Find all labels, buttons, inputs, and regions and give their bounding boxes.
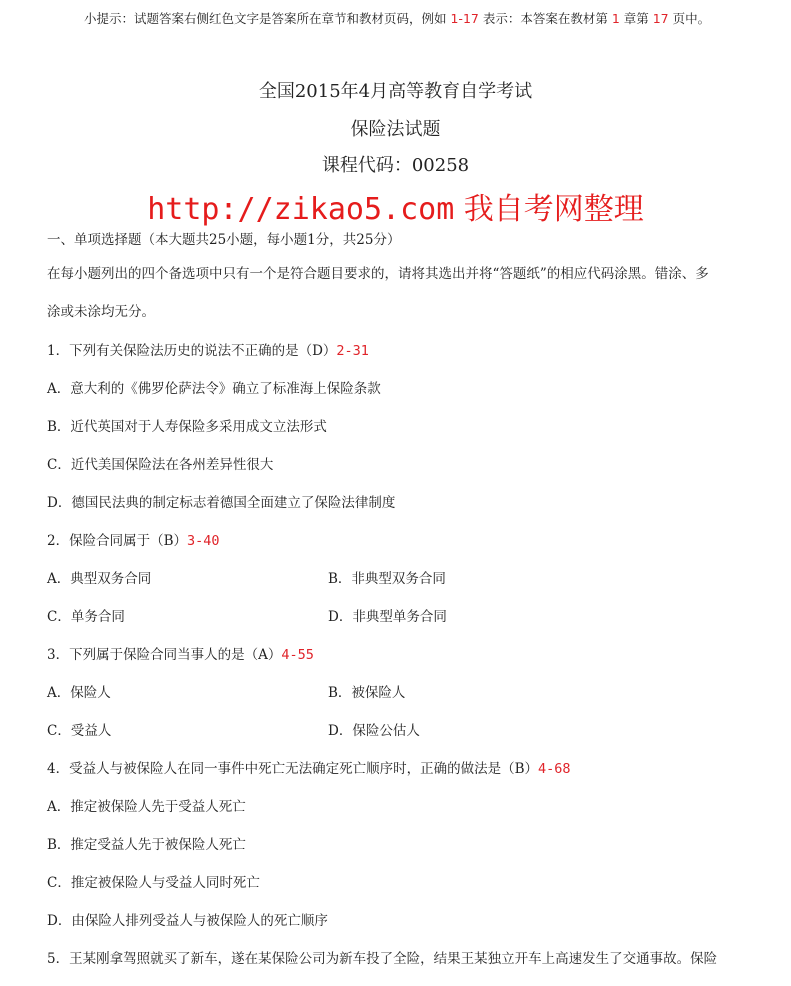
question-stem	[47, 342, 369, 360]
page-reference: 4-68	[538, 761, 571, 777]
answer-option: B．近代英国对于人寿保险多采用成文立法形式	[47, 419, 327, 435]
answer-option: C．受益人	[47, 723, 112, 739]
stem-text: 2．保险合同属于（B）	[47, 533, 188, 549]
hint-text: 页中。	[668, 11, 711, 26]
exam-title: 全国2015年4月高等教育自学考试	[258, 81, 533, 102]
answer-option: B．推定受益人先于被保险人死亡	[47, 837, 246, 853]
stem-text: 1．下列有关保险法历史的说法不正确的是（D）	[47, 343, 337, 359]
page-reference: 2-31	[336, 343, 369, 359]
hint-page: 17	[652, 11, 669, 26]
hint-text: 章第	[619, 11, 653, 26]
watermark-text: 我自考网整理	[454, 192, 644, 227]
hint-chapter: 1	[611, 11, 620, 26]
answer-option: B．非典型双务合同	[328, 571, 446, 587]
answer-option: D．保险公估人	[328, 723, 420, 739]
course-code: 课程代码：00258	[321, 155, 470, 176]
page-reference: 4-55	[281, 647, 314, 663]
answer-option: C．单务合同	[47, 609, 125, 625]
hint-text: 表示：本答案在教材第	[478, 11, 612, 26]
answer-option: A．典型双务合同	[47, 571, 152, 587]
stem-text: 5．王某刚拿驾照就买了新车，遂在某保险公司为新车投了全险，结果王某独立开车上高速发生了交通事故。保险	[47, 951, 718, 967]
hint-text: 小提示：试题答案右侧红色文字是答案所在章节和教材页码，例如	[84, 11, 451, 26]
answer-option: D．德国民法典的制定标志着德国全面建立了保险法律制度	[47, 495, 396, 511]
page-reference: 3-40	[187, 533, 220, 549]
question-stem	[47, 950, 717, 968]
answer-option: D．由保险人排列受益人与被保险人的死亡顺序	[47, 913, 328, 929]
answer-option: A．意大利的《佛罗伦萨法令》确立了标准海上保险条款	[47, 381, 381, 397]
watermark-url: http://zikao5.com	[147, 192, 455, 227]
answer-option: A．保险人	[47, 685, 111, 701]
stem-text: 4．受益人与被保险人在同一事件中死亡无法确定死亡顺序时，正确的做法是（B）	[47, 761, 539, 777]
answer-hint	[84, 9, 710, 27]
question-stem	[47, 646, 314, 664]
section-title: 一、单项选择题（本大题共25小题，每小题1分，共25分）	[47, 232, 401, 248]
hint-example: 1-17	[450, 11, 479, 26]
answer-option: C．推定被保险人与受益人同时死亡	[47, 875, 260, 891]
answer-option: C．近代美国保险法在各州差异性很大	[47, 457, 274, 473]
instructions: 在每小题列出的四个备选项中只有一个是符合题目要求的，请将其选出并将“答题纸”的相应代码涂黑。错涂、多	[47, 266, 709, 282]
stem-text: 3．下列属于保险合同当事人的是（A）	[47, 647, 282, 663]
answer-option: A．推定被保险人先于受益人死亡	[47, 799, 246, 815]
question-stem	[47, 532, 220, 550]
instructions-cont: 涂或未涂均无分。	[47, 304, 155, 320]
answer-option: B．被保险人	[328, 685, 406, 701]
watermark	[0, 184, 791, 228]
subject-title: 保险法试题	[350, 119, 441, 140]
answer-option: D．非典型单务合同	[328, 609, 447, 625]
question-stem	[47, 760, 571, 778]
